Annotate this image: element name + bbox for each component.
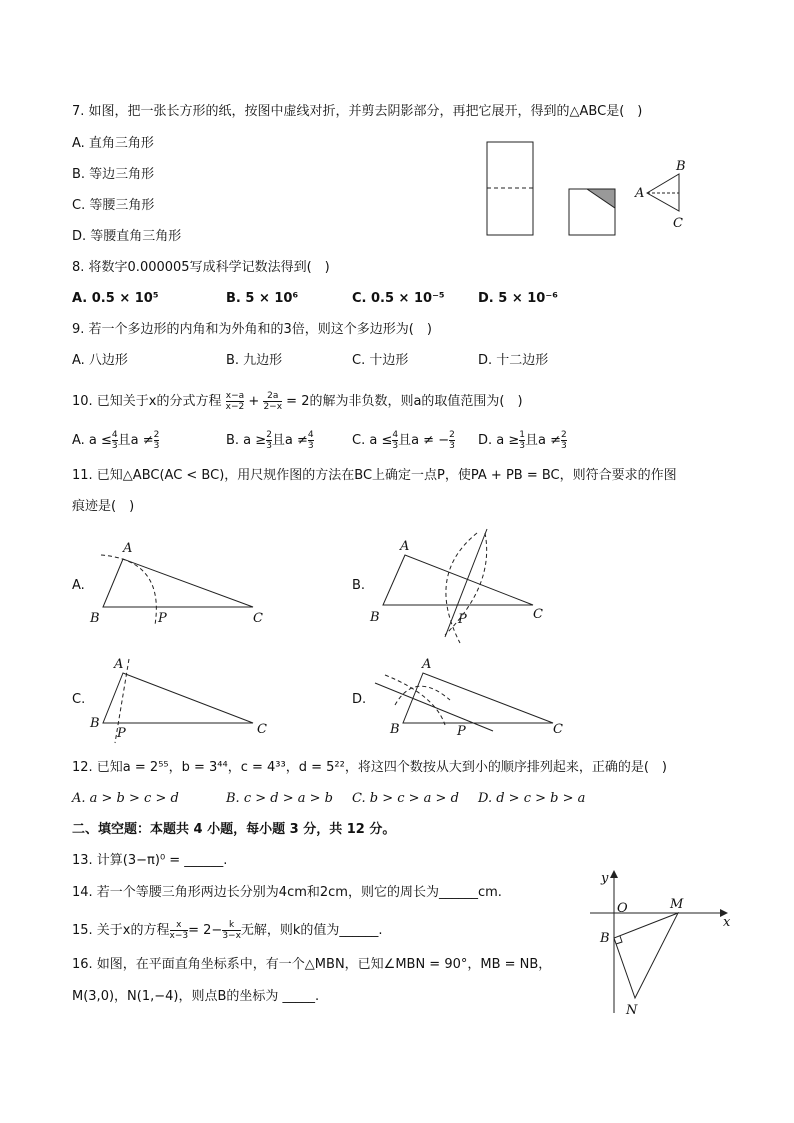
q7-option-b[interactable]: B. 等边三角形 [72, 167, 155, 182]
q11-option-a[interactable]: A. [72, 578, 85, 593]
svg-text:O: O [617, 901, 628, 916]
svg-text:P: P [158, 611, 167, 626]
q7-option-c[interactable]: C. 等腰三角形 [72, 198, 155, 213]
q11-figure-c[interactable] [85, 655, 275, 745]
svg-text:P: P [458, 612, 467, 627]
q10-option-b[interactable]: B. a ≥ $\frac{2}{3}$ 且a ≠ $\frac{4}{3}$ [226, 430, 314, 451]
svg-text:C: C [257, 722, 267, 737]
svg-text:P: P [117, 726, 126, 741]
svg-text:B: B [390, 722, 400, 737]
svg-text:A: A [400, 539, 410, 554]
q8-stem: 8. 将数字0.000005写成科学记数法得到( ) [72, 260, 330, 275]
svg-text:A: A [123, 541, 133, 556]
section-2-heading: 二、填空题：本题共 4 小题，每小题 3 分，共 12 分。 [72, 822, 396, 837]
svg-text:B: B [370, 610, 380, 625]
q11-figure-a[interactable] [85, 535, 275, 630]
svg-text:A: A [422, 657, 432, 672]
q11-figure-b[interactable] [365, 525, 555, 645]
svg-text:B: B [90, 716, 100, 731]
svg-text:C: C [253, 611, 263, 626]
shaded-cut [587, 189, 615, 208]
q12-option-d[interactable]: D. d > c > b > a [478, 791, 586, 806]
q12-stem: 12. 已知a = 2⁵⁵，b = 3⁴⁴，c = 4³³，d = 5²²，将这四个数按从大到小的顺序排列起来，正确的是( ) [72, 760, 667, 775]
q11-option-b[interactable]: B. [352, 578, 366, 593]
q16-coordinate-figure [590, 868, 740, 1018]
q9-option-a[interactable]: A. 八边形 [72, 353, 128, 368]
q11-stem-line1: 11. 已知△ABC(AC < BC)，用尺规作图的方法在BC上确定一点P，使PA + PB = BC，则符合要求的作图 [72, 468, 677, 483]
q9-stem: 9. 若一个多边形的内角和为外角和的3倍，则这个多边形为( ) [72, 322, 432, 337]
q7-stem: 7. 如图，把一张长方形的纸，按图中虚线对折，并剪去阴影部分，再把它展开，得到的△ABC是( ) [72, 104, 643, 119]
q12-option-a[interactable]: A. a > b > c > d [72, 791, 179, 806]
q8-option-d[interactable]: D. 5 × 10⁻⁶ [478, 291, 558, 306]
svg-text:C: C [553, 722, 563, 737]
q10-option-d[interactable]: D. a ≥ $\frac{1}{3}$ 且a ≠ $\frac{2}{3}$ [478, 430, 567, 451]
q9-option-c[interactable]: C. 十边形 [352, 353, 409, 368]
q11-figure-d[interactable] [365, 655, 565, 745]
q7-option-d[interactable]: D. 等腰直角三角形 [72, 229, 182, 244]
svg-text:B: B [600, 931, 610, 946]
q15: 15. 关于x的方程 $\frac{x}{x-3}$ = 2− $\frac{k}{3-x}$ 无解，则k的值为______. [72, 920, 383, 941]
svg-text:y: y [601, 871, 609, 886]
label-A: A [635, 186, 645, 201]
label-C: C [673, 216, 683, 231]
q8-option-c[interactable]: C. 0.5 × 10⁻⁵ [352, 291, 445, 306]
q14: 14. 若一个等腰三角形两边长分别为4cm和2cm，则它的周长为______cm. [72, 885, 502, 900]
q11-stem-line2: 痕迹是( ) [72, 499, 135, 514]
q16-line1: 16. 如图，在平面直角坐标系中，有一个△MBN，已知∠MBN = 90°，MB = NB， [72, 957, 552, 972]
q12-option-c[interactable]: C. b > c > a > d [352, 791, 459, 806]
q10-option-a[interactable]: A. a ≤ $\frac{4}{3}$ 且a ≠ $\frac{2}{3}$ [72, 430, 160, 451]
q11-option-d[interactable]: D. [352, 692, 367, 707]
q10-option-c[interactable]: C. a ≤ $\frac{4}{3}$ 且a ≠ − $\frac{2}{3}$ [352, 430, 455, 451]
q11-option-c[interactable]: C. [72, 692, 86, 707]
q7-figure [480, 135, 710, 245]
svg-text:C: C [533, 607, 543, 622]
q13: 13. 计算(3−π)⁰ = ______. [72, 853, 228, 868]
svg-text:B: B [90, 611, 100, 626]
q8-option-b[interactable]: B. 5 × 10⁶ [226, 291, 299, 306]
svg-text:A: A [114, 657, 124, 672]
svg-text:x: x [723, 915, 731, 930]
svg-text:M: M [670, 897, 684, 912]
svg-text:N: N [626, 1003, 638, 1018]
q7-option-a[interactable]: A. 直角三角形 [72, 136, 154, 151]
q10-stem: 10. 已知关于x的分式方程 $\frac{x-a}{x-2}$ + $\frac{2a}{2-x}$ = 2的解为非负数，则a的取值范围为( ) [72, 391, 523, 412]
q8-option-a[interactable]: A. 0.5 × 10⁵ [72, 291, 159, 306]
q16-line2: M(3,0)，N(1,−4)，则点B的坐标为 _____. [72, 989, 320, 1004]
svg-text:P: P [457, 724, 466, 739]
label-B: B [676, 159, 686, 174]
q9-option-d[interactable]: D. 十二边形 [478, 353, 549, 368]
q9-option-b[interactable]: B. 九边形 [226, 353, 283, 368]
q12-option-b[interactable]: B. c > d > a > b [226, 791, 333, 806]
